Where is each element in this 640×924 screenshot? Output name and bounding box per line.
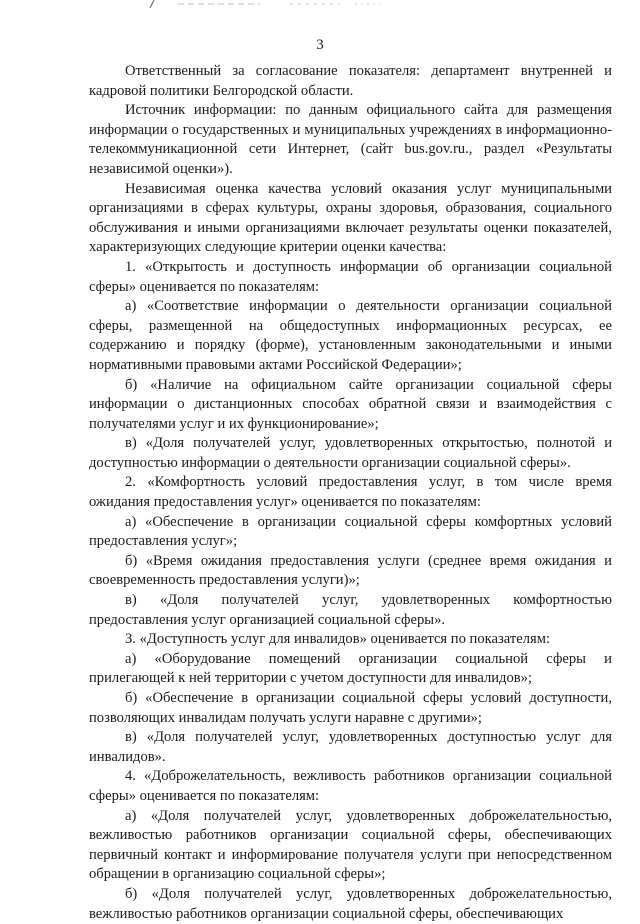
paragraph: б) «Время ожидания предоставления услуги (среднее время ожидания и своевременность предоставления услуги)»; — [89, 552, 612, 589]
paragraph: а) «Обеспечение в организации социальной сферы комфортных условий предоставления услуг»; — [89, 513, 612, 550]
scan-artifact-marks — [140, 0, 400, 10]
paragraph: Ответственный за согласование показателя: департамент внутренней и кадровой политики Белгородской области. — [89, 63, 612, 99]
paragraph: в) «Доля получателей услуг, удовлетворенных открытостью, полнотой и доступностью информации о деятельности организации социальной сферы». — [89, 435, 612, 471]
paragraph: в) «Доля получателей услуг, удовлетворенных комфортностью предоставления услуг организацией социальной сферы». — [89, 592, 612, 628]
page-number: 3 — [316, 37, 324, 53]
paragraph: в) «Доля получателей услуг, удовлетворенных доступностью услуг для инвалидов». — [89, 729, 612, 765]
paragraph: а) «Оборудование помещений организации социальной сферы и прилегающей к ней территории с учетом доступности для инвалидов»; — [89, 650, 612, 687]
paragraph: Независимая оценка качества условий оказания услуг муниципальными организациями в сферах культуры, охраны здоровья, образования, социального обслуживания и иными организациями включает результаты оценки показателей, характеризующих следующие критерии оценки качества: — [89, 180, 612, 256]
paragraph: 4. «Доброжелательность, вежливость работников организации социальной сферы» оценивается по показателям: — [89, 768, 612, 804]
paragraph: 1. «Открытость и доступность информации об организации социальной сферы» оценивается по показателям: — [89, 258, 612, 295]
paragraph: б) «Обеспечение в организации социальной сферы условий доступности, позволяющих инвалидам получать услуги наравне с другими»; — [89, 690, 612, 726]
paragraph: б) «Доля получателей услуг, удовлетворенных доброжелательностью, вежливостью работников организации социальной сферы, обеспечивающих — [89, 885, 612, 922]
paragraph: а) «Доля получателей услуг, удовлетворенных доброжелательностью, вежливостью работников организации социальной сферы, обеспечивающих первичный контакт и информирование получателя услуги при непосредственном обращении в организацию социальной сферы»; — [89, 807, 612, 883]
paragraph: а) «Соответствие информации о деятельности организации социальной сферы, размещенной на общедоступных информационных ресурсах, ее содержанию и порядку (форме), установленным законодательными и иными нормативными правовыми актами Российской Федерации»; — [89, 298, 612, 373]
paragraph: Источник информации: по данным официального сайта для размещения информации о государственных и муниципальных учреждениях в информационно-телекоммуникационной сети Интернет, (сайт bus.gov.ru., раздел «Результаты независимой оценки»). — [89, 102, 612, 177]
paragraph: б) «Наличие на официальном сайте организации социальной сферы информации о дистанционных способах обратной связи и взаимодействия с получателями услуг и их функционирование»; — [89, 376, 612, 432]
document-body — [89, 62, 612, 924]
paragraph: 3. «Доступность услуг для инвалидов» оценивается по показателям: — [125, 631, 551, 648]
paragraph: 2. «Комфортность условий предоставления услуг, в том числе время ожидания предоставления услуг» оценивается по показателям: — [89, 474, 612, 511]
